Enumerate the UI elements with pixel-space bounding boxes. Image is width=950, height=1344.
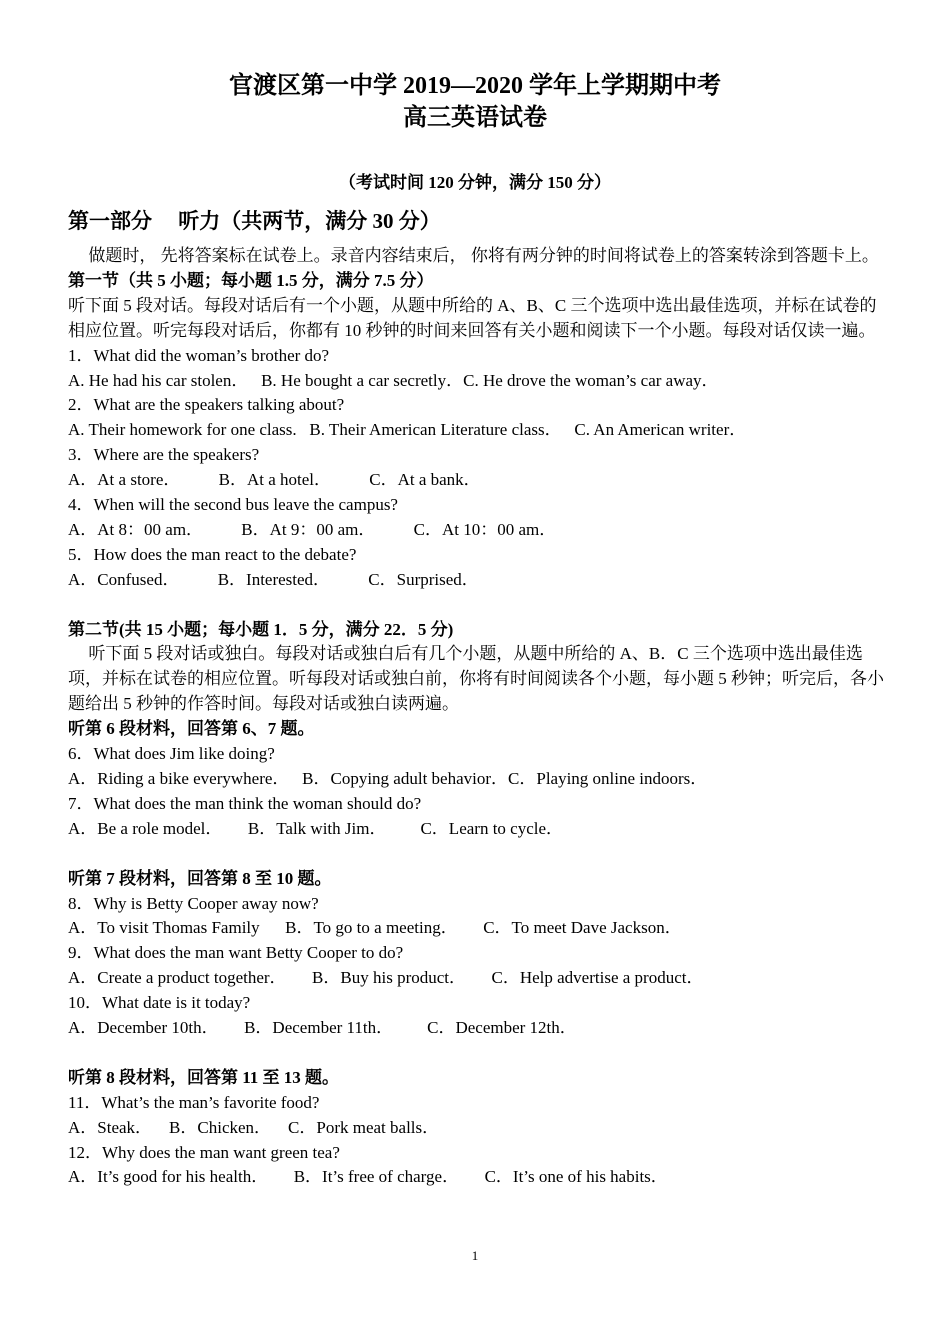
question-12: 12．Why does the man want green tea? [68, 1142, 340, 1162]
section1-heading: 第一节（共 5 小题；每小题 1.5 分，满分 7.5 分） [68, 270, 434, 290]
question-1: 1．What did the woman’s brother do? [68, 345, 330, 365]
question-2: 2．What are the speakers talking about? [68, 395, 345, 415]
options-2: A. Their homework for one class. B. Their American Literature class． C. An American writer． [68, 420, 747, 440]
section2-instruction: 听下面 5 段对话或独白。每段对话或独白后有几个小题，从题中所给的 A、B．C 三个选项中选出最佳选项，并标在试卷的相应位置。听每段对话或独白前，你将有时间阅读各个小题，每小题 5 秒钟；听完后，各小题给出 5 秒钟的作答时间。每段对话或独白读两遍。 [68, 644, 884, 714]
spacer [68, 1041, 888, 1066]
group-label-7: 听第 7 段材料，回答第 8 至 10 题。 [68, 868, 332, 888]
options-10: A．December 10th． B．December 11th． C．December 12th． [68, 1018, 577, 1038]
options-8: A．To visit Thomas Family B．To go to a meeting． C．To meet Dave Jackson． [68, 918, 682, 938]
options-7: A．Be a role model． B．Talk with Jim． C．Learn to cycle． [68, 818, 564, 838]
question-8: 8．Why is Betty Cooper away now? [68, 893, 319, 913]
question-9: 9．What does the man want Betty Cooper to do? [68, 943, 404, 963]
question-3: 3．Where are the speakers? [68, 445, 260, 465]
exam-content [68, 244, 888, 1190]
group-label-6: 听第 6 段材料，回答第 6、7 题。 [68, 719, 315, 739]
section2-heading: 第二节(共 15 小题；每小题 1．5 分，满分 22．5 分) [68, 619, 454, 639]
part1-heading: 第一部分 听力（共两节，满分 30 分） [68, 209, 441, 233]
options-1: A. He had his car stolen． B. He bought a car secretly．C. He drove the woman’s car away． [68, 370, 719, 390]
options-9: A．Create a product together． B．Buy his product． C．Help advertise a product． [68, 968, 704, 988]
options-4: A．At 8：00 am． B．At 9：00 am． C．At 10：00 am． [68, 519, 557, 539]
question-10: 10．What date is it today? [68, 993, 251, 1013]
question-4: 4．When will the second bus leave the campus? [68, 495, 398, 515]
spacer [68, 842, 888, 867]
part1-intro: 做题时， 先将答案标在试卷上。录音内容结束后， 你将有两分钟的时间将试卷上的答案转涂到答题卡上。 [88, 246, 879, 265]
options-5: A．Confused． B．Interested． C．Surprised． [68, 569, 479, 589]
group-label-8: 听第 8 段材料，回答第 11 至 13 题。 [68, 1067, 340, 1087]
options-12: A．It’s good for his health． B．It’s free of charge． C．It’s one of his habits． [68, 1167, 668, 1187]
section1-instruction: 听下面 5 段对话。每段对话后有一个小题，从题中所给的 A、B、C 三个选项中选出最佳选项，并标在试卷的相应位置。听完每段对话后，你都有 10 秒钟的时间来回答有关小题和阅读下一个小题。每段对话仅读一遍。 [68, 295, 877, 340]
page-number: 1 [471, 1248, 479, 1263]
options-11: A．Steak． B．Chicken． C．Pork meat balls． [68, 1117, 440, 1137]
question-11: 11．What’s the man’s favorite food? [68, 1092, 320, 1112]
question-5: 5．How does the man react to the debate? [68, 544, 357, 564]
exam-subtitle: 高三英语试卷 [403, 105, 547, 131]
exam-title: 官渡区第一中学 2019—2020 学年上学期期中考 [229, 73, 721, 99]
options-3: A．At a store． B．At a hotel． C．At a bank． [68, 470, 481, 490]
exam-info: （考试时间 120 分钟，满分 150 分） [339, 173, 611, 192]
options-6: A．Riding a bike everywhere． B．Copying adult behavior．C．Playing online indoors． [68, 769, 708, 789]
question-7: 7．What does the man think the woman should do? [68, 793, 422, 813]
question-6: 6．What does Jim like doing? [68, 744, 275, 764]
spacer [68, 593, 888, 618]
